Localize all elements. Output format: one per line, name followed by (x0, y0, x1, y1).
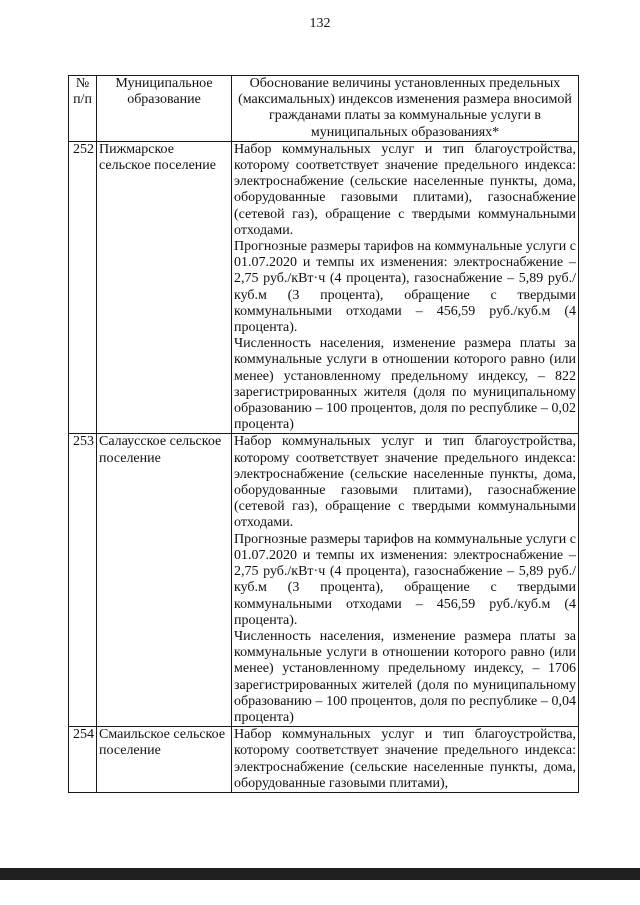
page-number: 132 (309, 16, 331, 31)
row-municipality: Пижмарское сельское поселение (97, 141, 232, 434)
header-municipality: Муниципальное образование (97, 76, 232, 142)
row-justification (232, 434, 579, 727)
row-number: 253 (69, 434, 97, 727)
row-justification (232, 727, 579, 793)
row-number: 252 (69, 141, 97, 434)
row-municipality: Смаильское сельское поселение (97, 727, 232, 793)
table-row (69, 141, 579, 434)
justification-paragraph: Набор коммунальных услуг и тип благоустройства, которому соответствует значение предельного индекса: электроснабжение (сельские населенные пункты, дома, оборудованные газовыми плитами), (234, 727, 576, 791)
justification-paragraph: Набор коммунальных услуг и тип благоустройства, которому соответствует значение предельного индекса: электроснабжение (сельские населенные пункты, дома, оборудованные газовыми плитами), газоснабжение (сетевой газ), обращение с твердыми коммунальными отходами. (234, 434, 576, 531)
table-row (69, 727, 579, 793)
header-justification: Обоснование величины установленных предельных (максимальных) индексов изменения размера вносимой гражданами платы за коммунальные услуги в муниципальных образованиях* (232, 76, 579, 142)
header-num: № п/п (69, 76, 97, 142)
table-header-row (69, 76, 579, 142)
scan-bottom-edge (0, 868, 640, 880)
row-municipality: Салаусское сельское поселение (97, 434, 232, 727)
justification-paragraph: Прогнозные размеры тарифов на коммунальные услуги с 01.07.2020 и темпы их изменения: электроснабжение – 2,75 руб./кВт·ч (4 процента), газоснабжение – 5,89 руб./куб.м (3 процента), обращение с твердыми коммунальными отходами – 456,59 руб./куб.м (4 процента). (234, 531, 576, 628)
table-row (69, 434, 579, 727)
row-number: 254 (69, 727, 97, 793)
justification-paragraph: Набор коммунальных услуг и тип благоустройства, которому соответствует значение предельного индекса: электроснабжение (сельские населенные пункты, дома, оборудованные газовыми плитами), газоснабжение (сетевой газ), обращение с твердыми коммунальными отходами. (234, 141, 576, 238)
justification-paragraph: Численность населения, изменение размера платы за коммунальные услуги в отношении которого равно (или менее) установленному предельному индексу, – 822 зарегистрированных жителя (доля по муниципальному образованию – 100 процентов, доля по республике – 0,02 процента) (234, 336, 576, 433)
municipal-index-table (68, 75, 579, 793)
justification-paragraph: Численность населения, изменение размера платы за коммунальные услуги в отношении которого равно (или менее) установленному предельному индексу, – 1706 зарегистрированных жителей (доля по муниципальному образованию – 100 процентов, доля по республике – 0,04 процента) (234, 628, 576, 725)
justification-paragraph: Прогнозные размеры тарифов на коммунальные услуги с 01.07.2020 и темпы их изменения: электроснабжение – 2,75 руб./кВт·ч (4 процента), газоснабжение – 5,89 руб./куб.м (3 процента), обращение с твердыми коммунальными отходами – 456,59 руб./куб.м (4 процента). (234, 239, 576, 336)
row-justification (232, 141, 579, 434)
